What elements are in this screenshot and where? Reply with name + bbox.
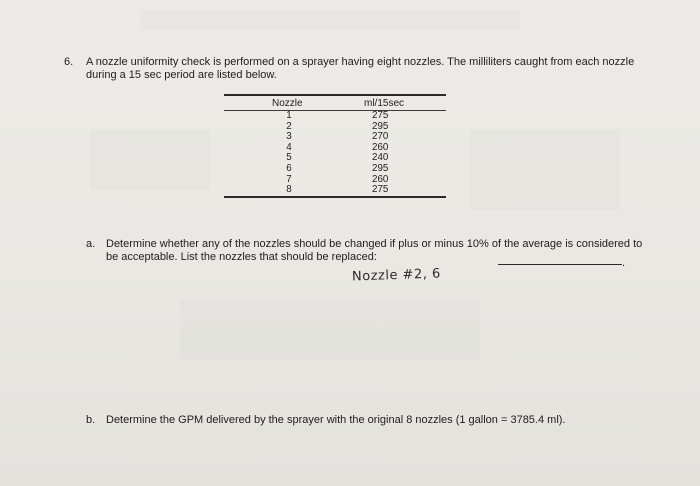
table-row	[224, 185, 446, 196]
nozzle-number: 4	[286, 141, 292, 153]
nozzle-number: 8	[286, 184, 292, 196]
ml-value: 260	[372, 173, 389, 185]
nozzle-number: 5	[286, 152, 292, 164]
question-number: 6.	[64, 56, 74, 68]
nozzle-number: 6	[286, 162, 292, 174]
part-b-text: Determine the GPM delivered by the sprayer with the original 8 nozzles (1 gallon = 3785.4 ml).	[106, 414, 566, 426]
handwritten-answer: Nozzle #2, 6	[351, 266, 442, 285]
header-ml-per-15sec: ml/15sec	[364, 98, 405, 109]
ml-value: 275	[372, 110, 389, 121]
bleed-through-texture	[90, 130, 210, 190]
table-row	[224, 132, 446, 143]
bleed-through-texture	[180, 300, 480, 360]
table-row	[224, 153, 446, 164]
nozzle-number: 1	[286, 110, 292, 121]
ml-value: 240	[372, 152, 389, 164]
part-a-label: a.	[86, 238, 96, 250]
part-b-label: b.	[86, 414, 96, 426]
ml-value: 260	[372, 141, 389, 153]
table-row	[224, 164, 446, 175]
table-row	[224, 111, 446, 122]
bleed-through-texture	[470, 130, 620, 210]
nozzle-number: 7	[286, 173, 292, 185]
table-bottom-rule	[224, 196, 446, 198]
nozzle-table	[224, 94, 446, 198]
bleed-through-texture	[140, 10, 520, 30]
ml-value: 295	[372, 120, 389, 132]
table-row	[224, 122, 446, 133]
part-a-text: Determine whether any of the nozzles should be changed if plus or minus 10% of the average is considered to be acceptable. List the nozzles that should be replaced:	[106, 238, 643, 263]
ml-value: 295	[372, 162, 389, 174]
question-text: A nozzle uniformity check is performed on a sprayer having eight nozzles. The milliliters caught from each nozzle during a 15 sec period are listed below.	[86, 56, 635, 81]
nozzle-number: 2	[286, 120, 292, 132]
header-nozzle: Nozzle	[272, 98, 303, 109]
answer-line-period: .	[622, 257, 626, 269]
table-body	[224, 111, 446, 196]
table-row	[224, 143, 446, 154]
table-row	[224, 175, 446, 186]
answer-blank-line	[498, 264, 622, 265]
table-header	[224, 96, 446, 110]
ml-value: 270	[372, 131, 389, 143]
ml-value: 275	[372, 184, 389, 196]
nozzle-number: 3	[286, 131, 292, 143]
